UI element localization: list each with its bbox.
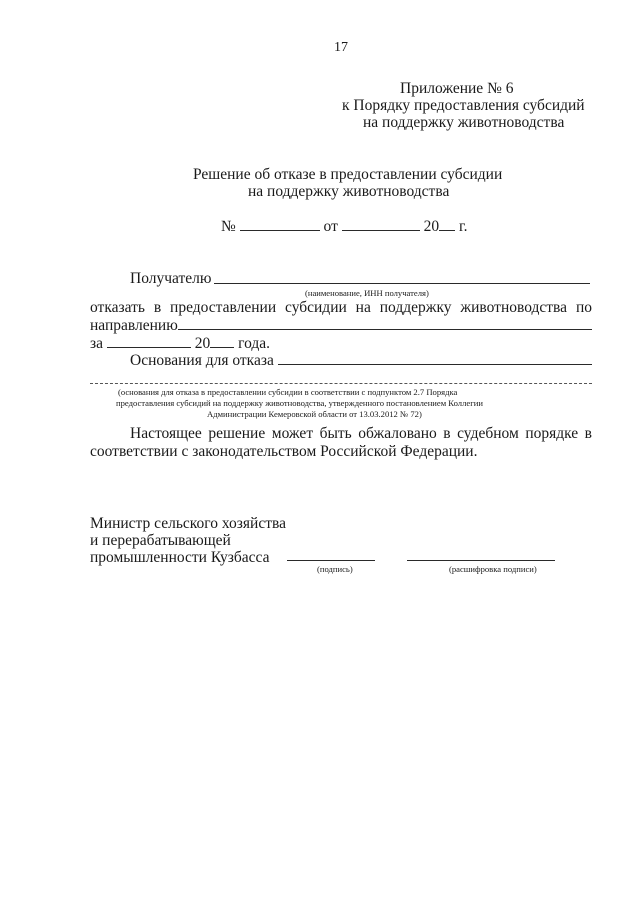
grounds-label: Основания для отказа [130, 352, 274, 369]
refuse-line1: отказать в предоставлении субсидии на поддержку животноводства по [90, 299, 592, 316]
appendix-line2: к Порядку предоставления субсидий [342, 97, 585, 114]
title-line2: на поддержку животноводства [248, 183, 450, 200]
recipient-caption: (наименование, ИНН получателя) [305, 288, 429, 298]
appeal-line1: Настоящее решение может быть обжаловано в судебном порядке в [130, 425, 592, 442]
signature-field[interactable] [287, 560, 375, 561]
refuse-line3 [90, 335, 270, 353]
signatory-line2: и перерабатывающей [90, 532, 231, 549]
title-line1: Решение об отказе в предоставлении субсидии [193, 166, 503, 183]
year-suffix: г. [459, 218, 468, 235]
number-label: № [221, 218, 236, 235]
number-date-line [221, 218, 467, 236]
date-field[interactable] [342, 219, 420, 231]
page-number: 17 [334, 40, 348, 55]
decryption-caption: (расшифровка подписи) [449, 564, 537, 574]
signature-caption: (подпись) [317, 564, 353, 574]
decryption-field[interactable] [407, 560, 555, 561]
appeal-line2: соответствии с законодательством Российской Федерации. [90, 443, 478, 460]
refuse-line2 [90, 317, 592, 335]
grounds-caption-line1: (основания для отказа в предоставлении субсидии в соответствии с подпунктом 2.7 Порядка [118, 387, 458, 397]
recipient-label: Получателю [130, 270, 212, 287]
period-field[interactable] [107, 336, 191, 348]
direction-label: направлению [90, 317, 178, 334]
direction-field[interactable] [178, 318, 592, 330]
grounds-dashed-line[interactable] [90, 383, 592, 384]
appendix-title: Приложение № 6 [400, 80, 514, 97]
period-prefix: за [90, 335, 104, 352]
signatory-line3: промышленности Кузбасса [90, 549, 270, 566]
recipient-field[interactable] [214, 283, 590, 284]
grounds-caption-line3: Администрации Кемеровской области от 13.03.2012 № 72) [207, 409, 422, 419]
from-label: от [323, 218, 338, 235]
period-suffix: года. [238, 335, 271, 352]
year-prefix: 20 [423, 218, 440, 235]
grounds-field[interactable] [278, 353, 592, 365]
period-year-field[interactable] [210, 336, 234, 348]
number-field[interactable] [240, 219, 320, 231]
year-field[interactable] [439, 219, 455, 231]
grounds-line [130, 352, 592, 370]
grounds-caption-line2: предоставления субсидий на поддержку животноводства, утвержденного постановлением Коллегии [116, 398, 483, 408]
signatory-line1: Министр сельского хозяйства [90, 515, 286, 532]
period-year: 20 [194, 335, 211, 352]
appendix-line3: на поддержку животноводства [363, 114, 565, 131]
